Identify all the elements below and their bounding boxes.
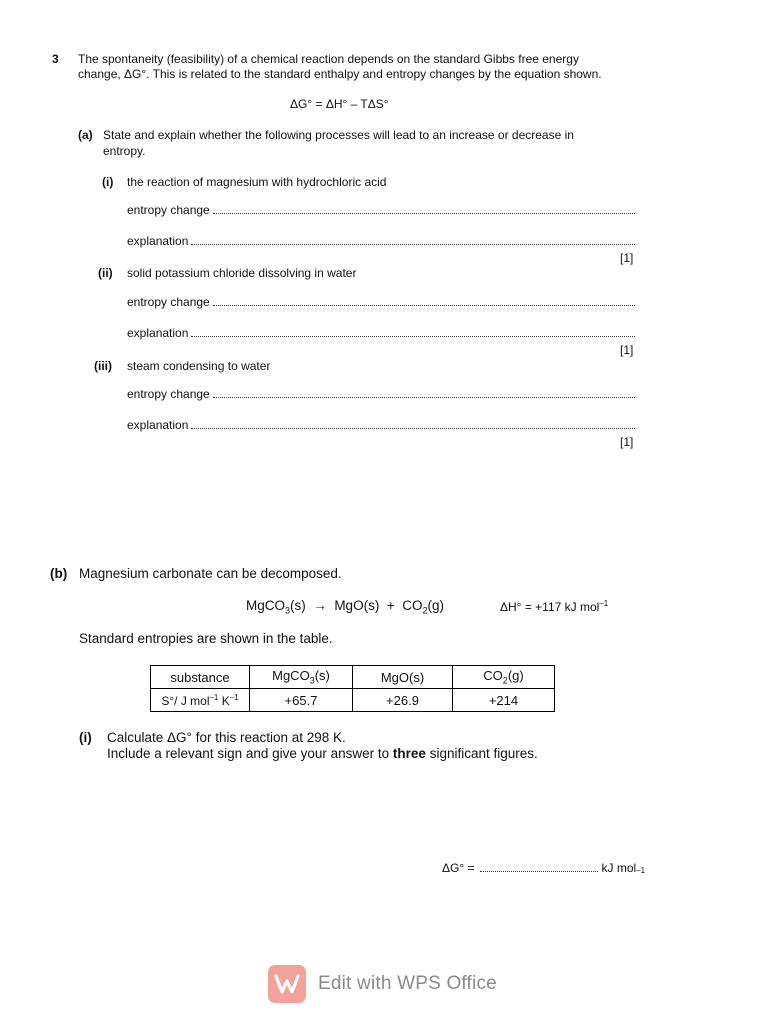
entropy-change-label: entropy change [127, 295, 210, 309]
question-number: 3 [52, 52, 59, 66]
item-i-explanation-answer-line[interactable] [127, 234, 635, 248]
part-b-i-label: (i) [79, 730, 92, 745]
table-header-substance: substance [151, 666, 250, 689]
product-2-state: (g) [427, 598, 444, 613]
table-row [151, 689, 555, 712]
part-a-text-line1: State and explain whether the following processes will lead to an increase or decrease in [103, 128, 574, 142]
table-cell-mgco3-entropy: +65.7 [250, 689, 353, 712]
reactant-subscript: 3 [285, 605, 291, 616]
wps-watermark[interactable] [268, 965, 497, 1003]
part-b-text: Magnesium carbonate can be decomposed. [79, 566, 342, 581]
explanation-label: explanation [127, 234, 189, 248]
table-header-mgo: MgO(s) [353, 666, 453, 689]
reactant: MgCO [246, 598, 286, 613]
enthalpy-unit-exponent: –1 [599, 599, 609, 608]
item-ii-text: solid potassium chloride dissolving in water [127, 266, 357, 280]
item-i-text: the reaction of magnesium with hydrochloric acid [127, 175, 387, 189]
delta-g-answer-line[interactable]: ΔG° = kJ mol $_{-1}$ [442, 861, 646, 875]
item-ii-label: (ii) [98, 266, 113, 280]
wps-watermark-text: Edit with WPS Office [318, 973, 497, 994]
table-cell-mgo-entropy: +26.9 [353, 689, 453, 712]
item-ii-mark: [1] [620, 343, 634, 357]
table-row-label: S°/ J mol$^{-1}$ $K^{-1}$ [151, 689, 250, 712]
delta-g-answer-unit: kJ mol [601, 861, 637, 875]
item-i-mark: [1] [620, 251, 634, 265]
delta-g-answer-blank[interactable] [480, 871, 598, 872]
delta-g-answer-prefix: ΔG° = [442, 861, 475, 875]
item-ii-explanation-answer-line[interactable] [127, 326, 635, 340]
product-1: MgO(s) [334, 598, 380, 613]
item-iii-text: steam condensing to water [127, 359, 271, 373]
wps-logo-icon [268, 965, 306, 1003]
item-ii-entropy-answer-line[interactable] [127, 295, 635, 309]
product-2: CO [402, 598, 423, 613]
part-a-text-line2: entropy. [103, 144, 146, 158]
item-iii-label: (iii) [94, 359, 112, 373]
explanation-label: explanation [127, 418, 189, 432]
standard-entropy-table [150, 665, 555, 712]
entropy-change-label: entropy change [127, 203, 210, 217]
plus-sign: + [386, 598, 395, 613]
entropy-change-label: entropy change [127, 387, 210, 401]
part-a-label: (a) [78, 128, 93, 142]
explanation-label: explanation [127, 326, 189, 340]
decomposition-reaction [246, 598, 444, 616]
question-intro-line1: The spontaneity (feasibility) of a chemical reaction depends on the standard Gibbs free energy [78, 52, 579, 66]
item-iii-explanation-answer-line[interactable] [127, 418, 635, 432]
question-intro-line2: change, ΔG°. This is related to the standard enthalpy and entropy changes by the equation shown. [78, 67, 602, 81]
table-header-row [151, 666, 555, 689]
part-b-label: (b) [50, 566, 68, 581]
table-header-mgco3: MgCO$_3$(s) [250, 666, 353, 689]
enthalpy-change [500, 599, 608, 614]
item-iii-mark: [1] [620, 435, 634, 449]
part-b-i-line2: Include a relevant sign and give your answer to three significant figures. [107, 746, 538, 761]
enthalpy-value: ΔH° = +117 kJ mol [500, 600, 600, 614]
table-cell-co2-entropy: +214 [453, 689, 555, 712]
part-b-i-line1: Calculate ΔG° for this reaction at 298 K. [107, 730, 346, 745]
gibbs-equation: ΔG° = ΔH° – TΔS° [290, 97, 389, 111]
item-iii-entropy-answer-line[interactable] [127, 387, 635, 401]
product-2-subscript: 2 [422, 605, 428, 616]
table-intro: Standard entropies are shown in the table. [79, 631, 333, 646]
reactant-state: (s) [290, 598, 306, 613]
item-i-label: (i) [102, 175, 114, 189]
item-i-entropy-answer-line[interactable] [127, 203, 635, 217]
table-header-co2: $CO_2(g)$ [453, 666, 555, 689]
reaction-arrow: → [313, 598, 327, 613]
